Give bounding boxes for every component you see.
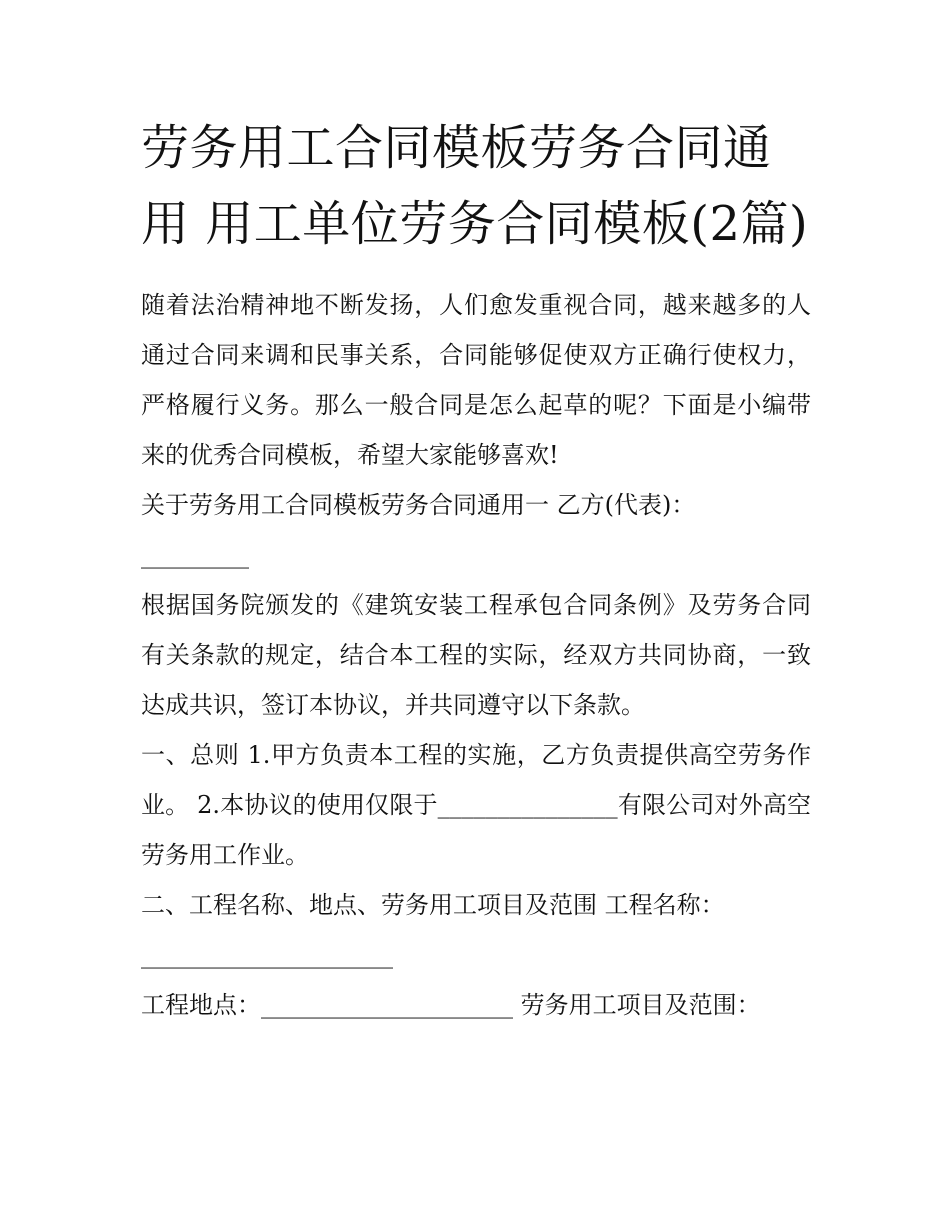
party-b-blank-line: _________ bbox=[141, 541, 249, 569]
document-title: 劳务用工合同模板劳务合同通用 用工单位劳务合同模板(2篇) bbox=[141, 120, 809, 252]
project-location-line: 工程地点：_____________________ 劳务用工项目及范围： bbox=[141, 991, 761, 1019]
document-body bbox=[141, 110, 811, 1030]
contract-heading-party-b: 关于劳务用工合同模板劳务合同通用一 乙方(代表)： bbox=[141, 491, 696, 519]
project-section-heading: 二、工程名称、地点、劳务用工项目及范围 工程名称： bbox=[141, 891, 725, 919]
intro-paragraph: 随着法治精神地不断发扬，人们愈发重视合同，越来越多的人通过合同来调和民事关系，合同能够促使双方正确行使权力，严格履行义务。那么一般合同是怎么起草的呢？下面是小编带来的优秀合同模板，希望大家能够喜欢! bbox=[141, 291, 811, 469]
general-rules-paragraph: 一、总则 1.甲方负责本工程的实施，乙方负责提供高空劳务作业。 2.本协议的使用仅限于_______________有限公司对外高空劳务用工作业。 bbox=[141, 741, 811, 869]
project-name-blank-line: _____________________ bbox=[141, 941, 393, 969]
basis-paragraph: 根据国务院颁发的《建筑安装工程承包合同条例》及劳务合同有关条款的规定，结合本工程的实际，经双方共同协商，一致达成共识，签订本协议，并共同遵守以下条款。 bbox=[141, 591, 811, 719]
